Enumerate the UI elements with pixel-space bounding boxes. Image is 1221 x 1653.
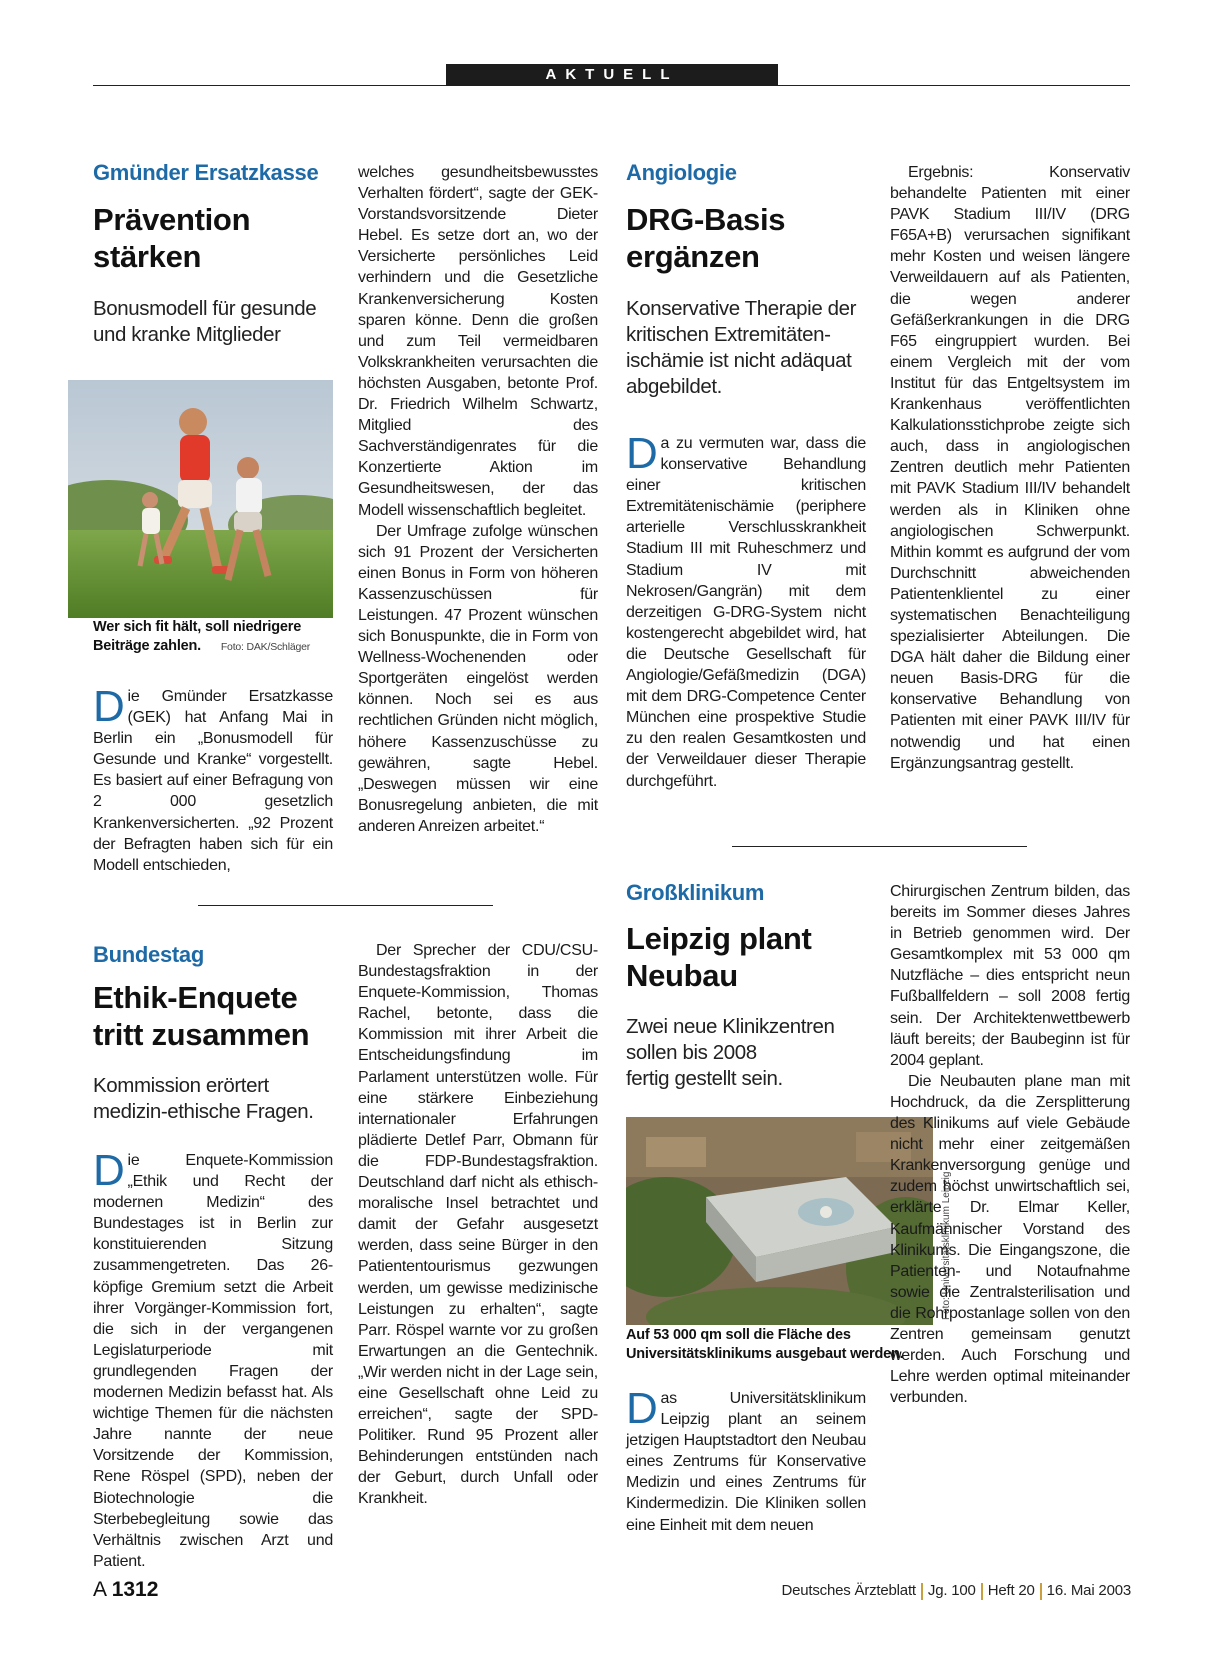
page-number-value: 1312 — [111, 1578, 159, 1601]
angiologie-deck-line-2: kritischen Extremitäten- — [626, 323, 831, 346]
grossklinikum-deck-line-3: fertig gestellt sein. — [626, 1067, 783, 1090]
divider-left — [198, 905, 493, 906]
runners-photo — [68, 380, 333, 618]
gek-headline-line-2: stärken — [93, 239, 202, 274]
gek-column-2 — [358, 162, 598, 837]
bundestag-headline-line-2: tritt zusammen — [93, 1017, 310, 1052]
page-number — [93, 1578, 158, 1602]
angiologie-dropcap: D — [626, 429, 658, 478]
bundestag-headline — [93, 979, 309, 1053]
angiologie-headline-line-2: ergänzen — [626, 239, 760, 274]
bundestag-paragraph-1: ie Enquete-Kommission „Ethik und Recht der modernen Medizin“ des Bundestages ist in Berlin zur konstituierenden Sitzung zusammengetreten. Das 26-köpfige Gremium setzt die Arbeit ihrer Vorgänger-Kommission fort, die sich in der vergangenen Legislaturperiode mit grundlegenden Fragen der modernen Medizin befasst hat. Als wichtige Themen für die nächsten Jahre nannte der neue Vorsitzende der Kommission, Rene Röspel (SPD), neben der Biotechnologie die Sterbebegleitung sowie das Verhältnis zwischen Arzt und Patient. — [93, 1152, 333, 1570]
journal-date: 16. Mai 2003 — [1046, 1582, 1131, 1599]
gek-headline — [93, 201, 250, 275]
gek-paragraph-2: welches gesundheitsbewusstes Verhalten fördert“, sagte der GEK-Vorstandsvorsitzende Dieter Hebel. Es setze dort an, wo der Versicherte persönliches Leid verhindern und die Gesetzliche Krankenversicherung Kosten sparen könne. Denn die großen und zum Teil vermeidbaren Volkskrankheiten verursachten die höchsten Ausgaben, betonte Prof. Dr. Friedrich Wilhelm Schwartz, Mitglied des Sachverständigenrates für die Konzertierte Aktion im Gesundheitswesen, der das Modell wissenschaftlich begleitet. — [358, 164, 598, 519]
page-prefix: A — [93, 1578, 106, 1601]
bundestag-column-1 — [93, 1146, 333, 1572]
gek-deck-line-1: Bonusmodell für gesunde — [93, 297, 317, 320]
bundestag-headline-line-1: Ethik-Enquete — [93, 980, 298, 1015]
grossklinikum-column-1 — [626, 1384, 866, 1536]
angiologie-headline — [626, 201, 785, 275]
grossklinikum-deck-line-1: Zwei neue Klinikzentren — [626, 1015, 835, 1038]
journal-issue: Heft 20 — [987, 1582, 1035, 1599]
grossklinikum-headline — [626, 920, 812, 994]
gek-photo-caption — [93, 618, 333, 657]
grossklinikum-deck-line-2: sollen bis 2008 — [626, 1041, 757, 1064]
separator-1 — [921, 1583, 923, 1600]
bundestag-deck-line-1: Kommission erörtert — [93, 1074, 269, 1097]
gek-caption-text: Wer sich fit hält, soll niedrigere Beiträge zahlen. — [93, 619, 302, 654]
grossklinikum-dropcap: D — [626, 1384, 658, 1433]
grossklinikum-paragraph-2: Chirurgischen Zentrum bilden, das bereits im Sommer dieses Jahres in Betrieb genommen wird. Der Gesamtkomplex mit 53 000 qm Nutzfläche – dies entspricht neun Fußballfeldern – soll 2008 fertig sein. Der Architektenwettbewerb läuft bereits; der Baubeginn ist für 2004 geplant. — [890, 883, 1130, 1069]
angiologie-kicker: Angiologie — [626, 160, 737, 185]
grossklinikum-deck — [626, 1014, 834, 1092]
grossklinikum-photo-caption: Auf 53 000 qm soll die Fläche des Universitätsklinikums ausgebaut werden. — [626, 1327, 904, 1362]
gek-dropcap: D — [93, 682, 125, 731]
angiologie-paragraph-1: a zu vermuten war, dass die konservative Behandlung einer kritischen Extremitätenischämie (periphere arterielle Verschlusskrankheit Stadium III mit Ruheschmerz und Stadium IV mit Nekrosen/Gangrän) mit dem derzeitigen G-DRG-System nicht kostengerecht abgebildet wird, hat die Deutsche Gesellschaft für Angiologie/Gefäßmedizin (DGA) mit dem DRG-Competence Center München eine prospektive Studie zu den realen Gesamtkosten und der Verweildauer dieser Therapie durchgeführt. — [626, 435, 866, 790]
grossklinikum-paragraph-1: as Universitätsklinikum Leipzig plant an seinem jetzigen Hauptstadtort den Neubau eines Zentrums für Konservative Medizin und eines Zentrums für Kindermedizin. Die Kliniken sollen eine Einheit mit dem neuen — [626, 1390, 866, 1534]
gek-paragraph-1: ie Gmünder Ersatzkasse (GEK) hat Anfang Mai in Berlin ein „Bonusmodell für Gesunde und Kranke“ vorgestellt. Es basiert auf einer Befragung von 2 000 gesetzlich Krankenversicherten. „92 Prozent der Befragten haben sich für ein Modell entschieden, — [93, 688, 333, 874]
clinic-photo-image — [626, 1117, 933, 1325]
separator-3 — [1040, 1583, 1042, 1600]
angiologie-deck-line-4: abgebildet. — [626, 375, 722, 398]
bundestag-column-2 — [358, 940, 598, 1510]
grossklinikum-column-2 — [890, 881, 1130, 1408]
grossklinikum-kicker: Großklinikum — [626, 880, 765, 905]
divider-right — [732, 846, 1027, 847]
clinic-photo-credit: Foto: Universitätsklinikum Leipzig — [941, 1171, 952, 1320]
grossklinikum-paragraph-3: Die Neubauten plane man mit Hochdruck, da die Zersplitterung des Klinikums auf viele Gebäude nicht mehr einer zeitgemäßen Krankenversorgung genüge und zudem höchst unwirtschaftlich sei, erklärte Dr. Elmar Keller, Kaufmännischer Vorstand des Klinikums. Die Eingangszone, die Patienten- und Notaufnahme sowie die Zentralsterilisation und die Rohrpostanlage sollen von den Zentren gemeinsam genutzt werden. Auch Forschung und Lehre werden optimal miteinander verbunden. — [890, 1072, 1130, 1407]
angiologie-paragraph-2: Ergebnis: Konservativ behandelte Patienten mit einer PAVK Stadium III/IV (DRG F65A+B) verursachen signifikant mehr Kosten und weisen längere Verweildauern auf als Patienten, die wegen anderer Gefäßerkrankungen in die DRG F65 eingruppiert wurden. Bei einem Vergleich mit der vom Institut für das Entgeltsystem im Krankenhaus veröffentlichten Kalkulationsstichprobe zeigte sich auch, dass in angiologischen Zentren deutlich mehr Patienten mit PAVK Stadium III/IV behandelt werden als in Kliniken ohne angiologischen Schwerpunkt. Mithin kommt es aufgrund der vom Durchschnitt abweichenden Patientenklientel zu einer systematischen Benachteiligung spezialisierter Abteilungen. Die DGA hält daher die Bildung einer neuen Basis-DRG für die konservative Behandlung von Patienten mit einer PAVK III/IV für notwendig und hat einen Ergänzungsantrag gestellt. — [890, 164, 1130, 772]
angiologie-column-2 — [890, 162, 1130, 774]
runners-photo-image — [68, 380, 333, 618]
grossklinikum-headline-line-1: Leipzig plant — [626, 921, 812, 956]
gek-headline-line-1: Prävention — [93, 202, 251, 237]
bundestag-dropcap: D — [93, 1146, 125, 1195]
gek-photo-credit: Foto: DAK/Schläger — [220, 641, 311, 653]
bundestag-deck-line-2: medizin-ethische Fragen. — [93, 1100, 314, 1123]
grossklinikum-headline-line-2: Neubau — [626, 958, 738, 993]
journal-volume: Jg. 100 — [927, 1582, 976, 1599]
separator-2 — [981, 1583, 983, 1600]
clinic-photo — [626, 1117, 933, 1325]
journal-name: Deutsches Ärzteblatt — [781, 1582, 916, 1599]
angiologie-column-1 — [626, 429, 866, 792]
gek-deck — [93, 296, 316, 348]
bundestag-kicker: Bundestag — [93, 942, 204, 967]
gek-deck-line-2: und kranke Mitglieder — [93, 323, 281, 346]
journal-info — [781, 1582, 1131, 1600]
gek-column-1 — [93, 682, 333, 876]
angiologie-headline-line-1: DRG-Basis — [626, 202, 786, 237]
gek-kicker: Gmünder Ersatzkasse — [93, 160, 319, 185]
angiologie-deck — [626, 296, 856, 400]
section-label: AKTUELL — [446, 64, 778, 86]
gek-paragraph-3: Der Umfrage zufolge wünschen sich 91 Prozent der Versicherten einen Bonus in Form von höheren Kassenzuschüssen für Leistungen. 47 Prozent wünschen sich Bonuspunkte, die in Form von Wellness-Wochenenden oder Sportgeräten eingelöst werden können. Noch sei es aus rechtlichen Gründen nicht möglich, höhere Kassenzuschüsse zu gewähren, sagte Hebel. „Deswegen müssen wir eine Bonusregelung anbieten, die mit anderen Anreizen arbeitet.“ — [358, 522, 598, 835]
angiologie-deck-line-1: Konservative Therapie der — [626, 297, 857, 320]
angiologie-deck-line-3: ischämie ist nicht adäquat — [626, 349, 852, 372]
bundestag-deck — [93, 1073, 314, 1125]
bundestag-paragraph-2: Der Sprecher der CDU/CSU-Bundestagsfraktion in der Enquete-Kommission, Thomas Rachel, betonte, dass die Kommission mit ihrer Arbeit die Entscheidungsfindung im Parlament unterstützen wolle. Für eine stärkere Einbeziehung internationaler Erfahrungen plädierte Detlef Parr, Obmann für die FDP-Bundestagsfraktion. Deutschland darf nicht als ethisch-moralische Insel betrachtet und damit der Gefahr ausgesetzt werden, dass seine Bürger in den Patiententourismus gezwungen werden, um gewisse medizinische Leistungen zu erhalten“, sagte Parr. Röspel warnte vor zu großen Erwartungen an die Gentechnik. „Wir werden nicht in der Lage sein, eine Gesellschaft ohne Leid zu erreichen“, sagte der SPD-Politiker. Rund 95 Prozent aller Behinderungen entstünden nach der Geburt, durch Unfall oder Krankheit. — [358, 942, 598, 1508]
